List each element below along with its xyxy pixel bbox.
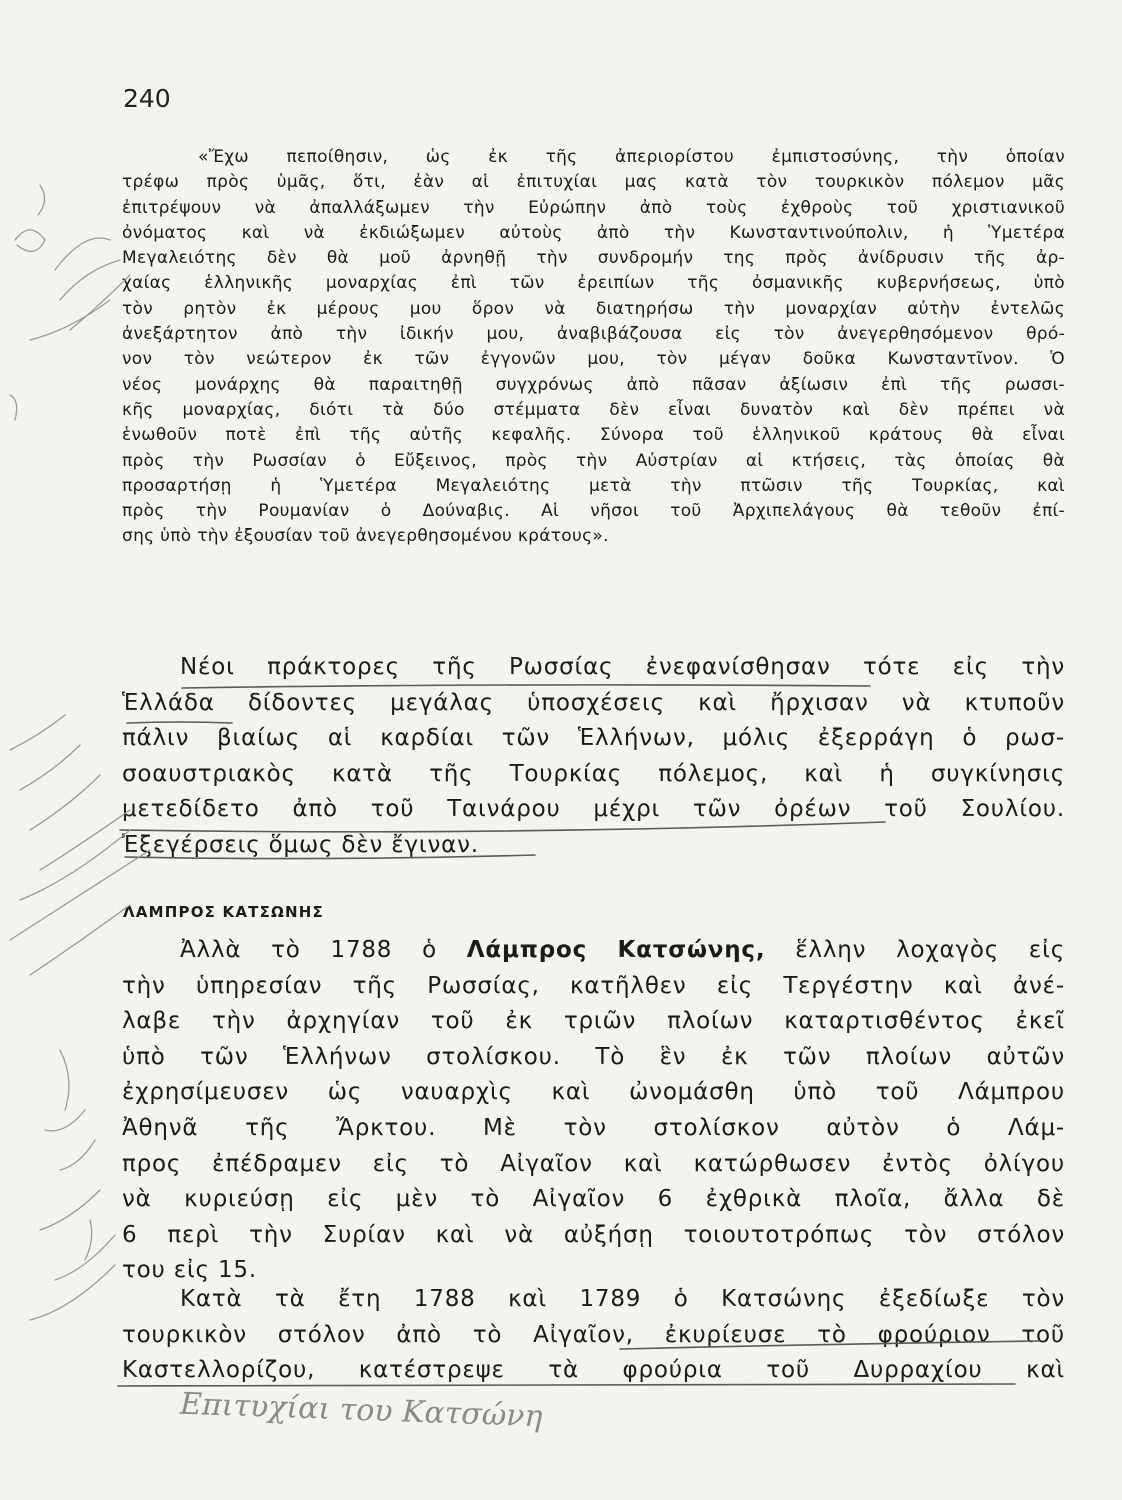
section-heading: ΛΑΜΠΡΟΣ ΚΑΤΣΩΝΗΣ [123, 903, 324, 921]
quote-line: ἐπιτρέψουν νὰ ἀπαλλάξωμεν τὴν Εὐρώπην ἀπὸ τοὺς ἐχθροὺς τοῦ χριστιανικοῦ [122, 197, 1065, 218]
paragraph-line: τὴν ὑπηρεσίαν τῆς Ρωσσίας, κατῆλθεν εἰς Τεργέστην καὶ ἀνέ- [122, 972, 1065, 999]
paragraph-line: του εἰς 15. [122, 1257, 257, 1284]
paragraph-line: μετεδίδετο ἀπὸ τοῦ Ταινάρου μέχρι τῶν ὀρέων τοῦ Σουλίου. [122, 796, 1065, 823]
quote-line: κῆς μοναρχίας, διότι τὰ δύο στέμματα δὲν εἶναι δυνατὸν καὶ δὲν πρέπει νὰ [122, 399, 1065, 420]
quote-line: πρὸς τὴν Ρουμανίαν ὁ Δούναβις. Αἱ νῆσοι τοῦ Ἀρχιπελάγους θὰ τεθοῦν ἐπί- [122, 501, 1065, 522]
quote-line: προσαρτήσῃ ἡ Ὑμετέρα Μεγαλειότης μετὰ τὴν πτῶσιν τῆς Τουρκίας, καὶ [122, 475, 1065, 496]
paragraph-line: Ἐξεγέρσεις ὅμως δὲν ἔγιναν. [122, 831, 479, 858]
paragraph-first-line [122, 933, 1065, 969]
text-run: Ἀλλὰ τὸ 1788 ὁ [180, 937, 437, 963]
paragraph-line: σοαυστριακὸς κατὰ τῆς Τουρκίας πόλεμος, καὶ ἡ συγκίνησις [122, 760, 1065, 787]
paragraph-line: Νέοι πράκτορες τῆς Ρωσσίας ἐνεφανίσθησαν τότε εἰς τὴν [180, 654, 1065, 680]
text-run: ἕλλην λοχαγὸς εἰς [795, 937, 1065, 963]
paragraph-line: τουρκικὸν στόλον ἀπὸ τὸ Αἰγαῖον, ἐκυρίευσε τὸ φρούριον τοῦ [122, 1321, 1065, 1348]
quoted-letter [122, 145, 1065, 550]
paragraph-line: ὑπὸ τῶν Ἑλλήνων στολίσκου. Τὸ ἓν ἐκ τῶν πλοίων αὐτῶν [122, 1043, 1065, 1070]
paragraph-line: Ἑλλάδα δίδοντες μεγάλας ὑποσχέσεις καὶ ἤρχισαν νὰ κτυποῦν [122, 689, 1065, 716]
quote-line: ἀνεξάρτητον ἀπὸ τὴν ἰδικήν μου, ἀναβιβάζουσα εἰς τὸν ἀνεγερθησόμενον θρό- [122, 324, 1065, 345]
quote-line: νέος μονάρχης θὰ παραιτηθῇ συγχρόνως ἀπὸ πᾶσαν ἀξίωσιν ἐπὶ τῆς ρωσσι- [122, 374, 1065, 395]
handwritten-note-bottom: Επιτυχίαι του Κατσώνη [179, 1386, 544, 1435]
paragraph-campaigns [122, 1282, 1065, 1389]
quote-line: πρὸς τὴν Ρωσσίαν ὁ Εὔξεινος, πρὸς τὴν Αὐστρίαν αἱ κτήσεις, τὰς ὁποίας θὰ [122, 450, 1065, 471]
paragraph-line: νὰ κυριεύσῃ εἰς μὲν τὸ Αἰγαῖον 6 ἐχθρικὰ πλοῖα, ἄλλα δὲ [122, 1186, 1065, 1213]
paragraph-russian-agents [122, 650, 1065, 864]
paragraph-line: Καστελλορίζου, κατέστρεψε τὰ φρούρια τοῦ Δυρραχίου καὶ [122, 1357, 1065, 1384]
quote-line: τρέφω πρὸς ὑμᾶς, ὅτι, ἐὰν αἱ ἐπιτυχίαι μας κατὰ τὸν τουρκικὸν πόλεμον μᾶς [122, 172, 1065, 193]
quote-line: χαίας ἑλληνικῆς μοναρχίας ἐπὶ τῶν ἐρειπίων τῆς ὀσμανικῆς κυβερνήσεως, ὑπὸ [122, 273, 1065, 294]
paragraph-line: ἐχρησίμευσεν ὡς ναυαρχὶς καὶ ὠνομάσθη ὑπὸ τοῦ Λάμπρου [122, 1079, 1065, 1106]
bold-name: Λάμπρος Κατσώνης, [466, 937, 766, 963]
paragraph-line: λαβε τὴν ἀρχηγίαν τοῦ ἐκ τριῶν πλοίων καταρτισθέντος ἐκεῖ [122, 1008, 1065, 1035]
quote-line: ἑνωθοῦν ποτὲ ἐπὶ τῆς αὐτῆς κεφαλῆς. Σύνορα τοῦ ἑλληνικοῦ κράτους θὰ εἶναι [122, 425, 1065, 446]
quote-line: σης ὑπὸ τὴν ἐξουσίαν τοῦ ἀνεγερθησομένου κράτους». [122, 526, 609, 547]
paragraph-katsonis [122, 933, 1065, 1289]
paragraph-line: 6 περὶ τὴν Συρίαν καὶ νὰ αὐξήσῃ τοιουτοτρόπως τὸν στόλον [122, 1221, 1065, 1248]
quote-line: νον τὸν νεώτερον ἐκ τῶν ἐγγονῶν μου, τὸν μέγαν δοῦκα Κωνσταντῖνον. Ὁ [122, 349, 1065, 370]
quote-line: ὀνόματος καὶ νὰ ἐκδιώξωμεν αὐτοὺς ἀπὸ τὴν Κωνσταντινούπολιν, ἡ Ὑμετέρα [122, 222, 1065, 243]
paragraph-line: Κατὰ τὰ ἔτη 1788 καὶ 1789 ὁ Κατσώνης ἐξεδίωξε τὸν [180, 1286, 1065, 1312]
paragraph-line: Ἀθηνᾶ τῆς Ἄρκτου. Μὲ τὸν στολίσκον αὐτὸν ὁ Λάμ- [122, 1114, 1065, 1141]
paragraph-line: πάλιν βιαίως αἱ καρδίαι τῶν Ἑλλήνων, μόλις ἐξερράγη ὁ ρωσ- [122, 725, 1065, 752]
page-number: 240 [123, 84, 171, 113]
quote-line: «Ἔχω πεποίθησιν, ὡς ἐκ τῆς ἀπεριορίστου ἐμπιστοσύνης, τὴν ὁποίαν [198, 147, 1065, 167]
quote-line: τὸν ρητὸν ἐκ μέρους μου ὅρον νὰ διατηρήσω τὴν μοναρχίαν αὐτὴν ἐντελῶς [122, 298, 1065, 319]
paragraph-line: προς ἐπέδραμεν εἰς τὸ Αἰγαῖον καὶ κατώρθωσεν ἐντὸς ὀλίγου [122, 1150, 1065, 1177]
quote-line: Μεγαλειότης δὲν θὰ μοῦ ἀρνηθῇ τὴν συνδρομήν της πρὸς ἀνίδρυσιν τῆς ἀρ- [122, 248, 1065, 269]
